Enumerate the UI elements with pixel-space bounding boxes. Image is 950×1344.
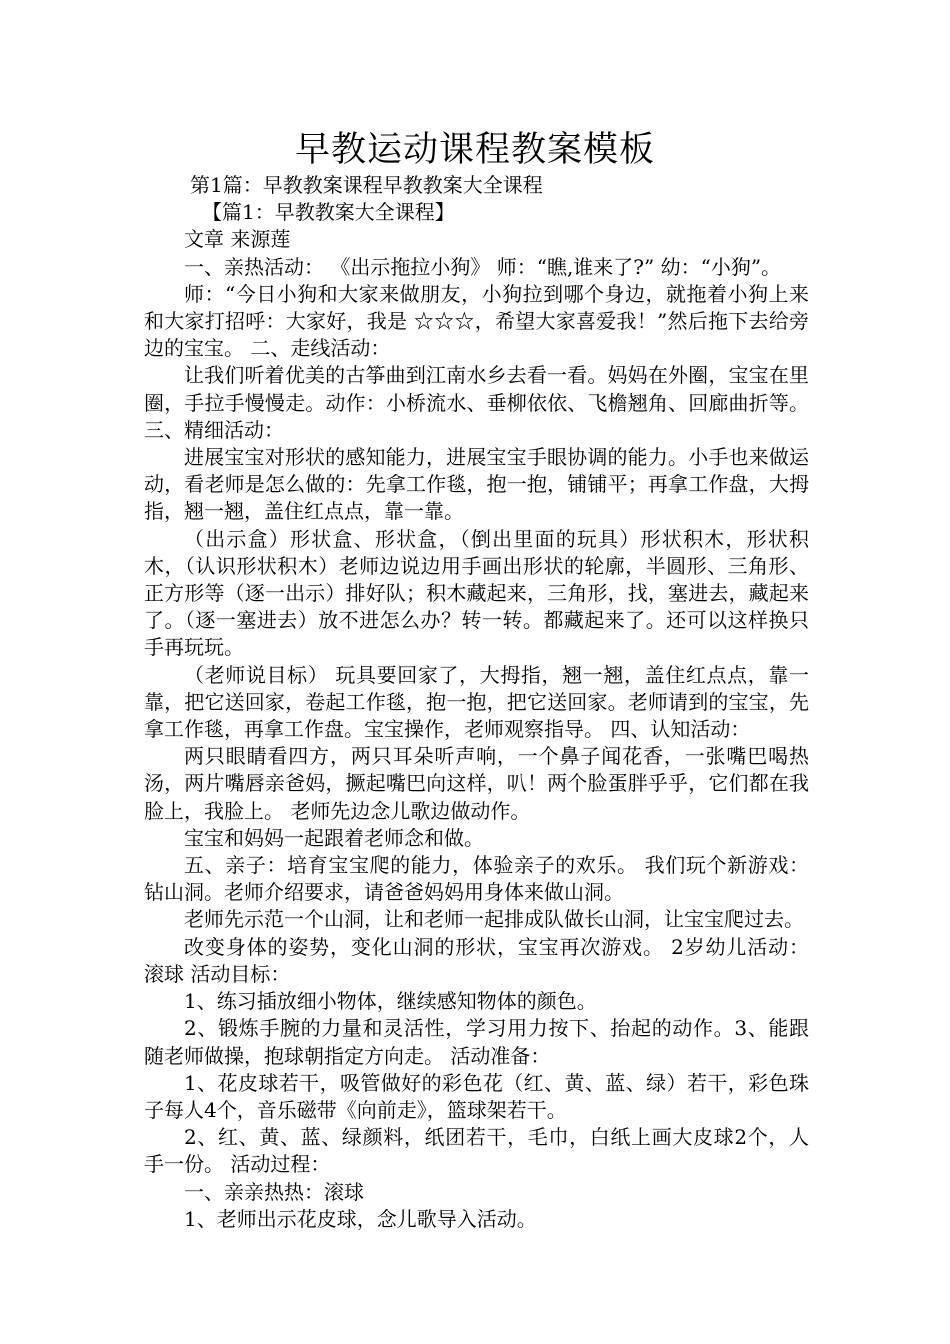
paragraph: 一、亲热活动： 《出示拖拉小狗》 师：“瞧,谁来了?” 幼：“小狗”。 <box>184 254 782 279</box>
source-line: 文章 来源莲 <box>184 227 291 252</box>
document-body <box>144 172 809 1233</box>
page-title: 早教运动课程教案模板 <box>294 130 655 170</box>
paragraph: 2、红、黄、蓝、绿颜料，纸团若干，毛巾，白纸上画大皮球2个，人手一份。 活动过程： <box>144 1125 809 1177</box>
paragraph: （出示盒）形状盒、形状盒，（倒出里面的玩具）形状积木，形状积木，（认识形状积木）老师边说边用手画出形状的轮廓，半圆形、三角形、正方形等（逐一出示）排好队；积木藏起来，三角形，找，塞进去，藏起来了。（逐一塞进去）放不进怎么办？转一转。都藏起来了。还可以这样换只手再玩玩。 <box>144 526 809 660</box>
chapter-heading: 第1篇：早教教案课程早教教案大全课程 <box>190 173 543 197</box>
paragraph: 1、练习插放细小物体，继续感知物体的颜色。 <box>184 989 597 1014</box>
paragraph: 五、亲子：培育宝宝爬的能力，体验亲子的欢乐。 我们玩个新游戏：钻山洞。老师介绍要求，请爸爸妈妈用身体来做山洞。 <box>144 853 809 905</box>
paragraph: 2、锻炼手腕的力量和灵活性，学习用力按下、抬起的动作。3、能跟随老师做操，抱球朝指定方向走。 活动准备： <box>144 1016 809 1068</box>
paragraph: 改变身体的姿势，变化山洞的形状，宝宝再次游戏。 2岁幼儿活动： 滚球 活动目标： <box>144 934 809 986</box>
paragraph: 宝宝和妈妈一起跟着老师念和做。 <box>184 825 484 850</box>
paragraph: 两只眼睛看四方，两只耳朵听声响，一个鼻子闻花香，一张嘴巴喝热汤，两片嘴唇亲爸妈，撅起嘴巴向这样，叭！两个脸蛋胖乎乎，它们都在我脸上，我脸上。 老师先边念儿歌边做动作。 <box>144 744 809 823</box>
paragraph: 一、亲亲热热：滚球 <box>184 1179 364 1204</box>
paragraph: 1、花皮球若干，吸管做好的彩色花（红、黄、蓝、绿）若干，彩色珠子每人4个，音乐磁带《向前走》，篮球架若干。 <box>144 1070 809 1122</box>
paragraph: 进展宝宝对形状的感知能力，进展宝宝手眼协调的能力。小手也来做运动，看老师是怎么做的：先拿工作毯，抱一抱，铺铺平；再拿工作盘，大拇指，翘一翘，盖住红点点，靠一靠。 <box>144 445 809 524</box>
section-heading: 【篇1：早教教案大全课程】 <box>202 200 455 225</box>
paragraph: 老师先示范一个山洞，让和老师一起排成队做长山洞，让宝宝爬过去。 <box>184 907 804 932</box>
paragraph: 1、老师出示花皮球，念儿歌导入活动。 <box>184 1206 537 1231</box>
paragraph: （老师说目标） 玩具要回家了，大拇指，翘一翘，盖住红点点，靠一靠，把它送回家，卷起工作毯，抱一抱，把它送回家。老师请到的宝宝，先拿工作毯，再拿工作盘。宝宝操作，老师观察指导。 四、认知活动： <box>144 662 809 742</box>
paragraph: 让我们听着优美的古筝曲到江南水乡去看一看。妈妈在外圈，宝宝在里圈，手拉手慢慢走。动作：小桥流水、垂柳依依、飞檐翘角、回廊曲折等。 三、精细活动： <box>144 363 809 442</box>
paragraph: 师：“今日小狗和大家来做朋友，小狗拉到哪个身边，就拖着小狗上来和大家打招呼：大家好，我是 ☆☆☆，希望大家喜爱我！”然后拖下去给旁边的宝宝。 二、走线活动： <box>144 281 809 361</box>
